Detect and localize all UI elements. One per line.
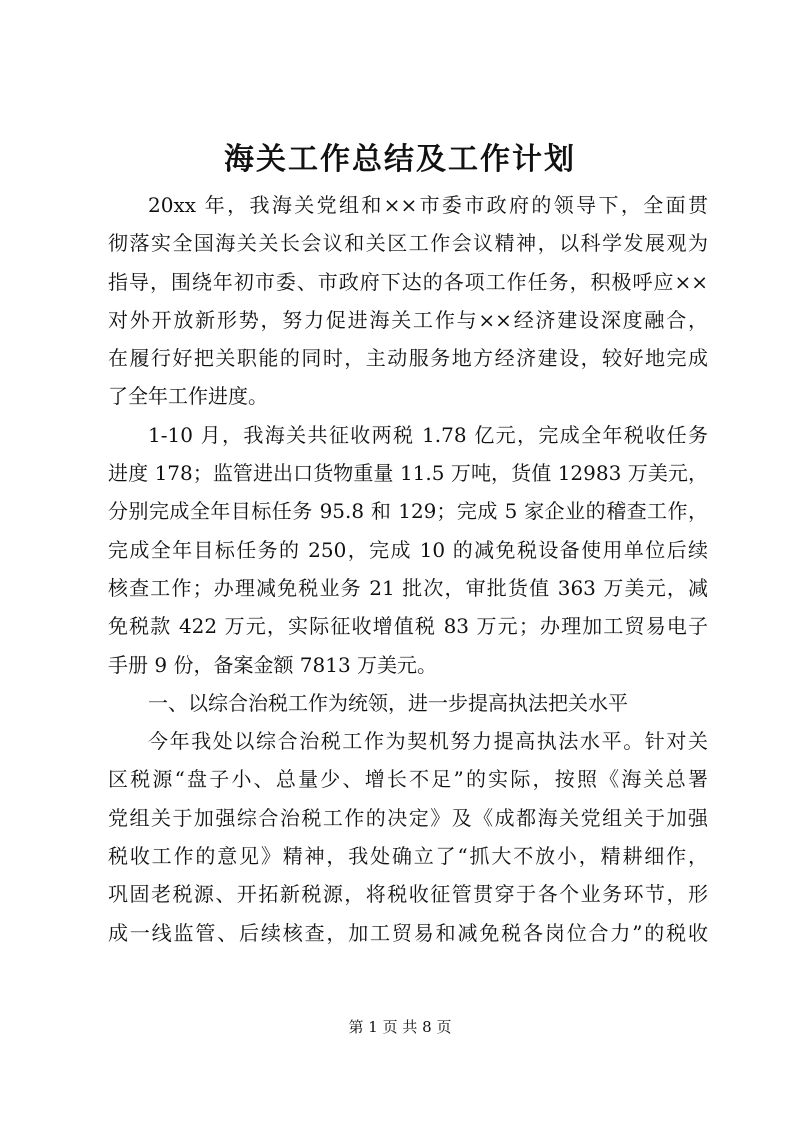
paragraph-line: 免税款 422 万元，实际征收增值税 83 万元；办理加工贸易电子 (108, 614, 708, 639)
section-heading: 一、以综合治税工作为统领，进一步提高执法把关水平 (148, 690, 628, 715)
document-body (108, 186, 708, 952)
document-title: 海关工作总结及工作计划 (224, 142, 576, 177)
paragraph-line: 进度 178；监管进出口货物重量 11.5 万吨，货值 12983 万美元， (108, 461, 708, 486)
paragraph-line: 分别完成全年目标任务 95.8 和 129；完成 5 家企业的稽查工作， (108, 499, 708, 524)
paragraph-line: 彻落实全国海关关长会议和关区工作会议精神，以科学发展观为 (108, 231, 708, 256)
paragraph-line: 今年我处以综合治税工作为契机努力提高执法水平。针对关 (148, 729, 708, 754)
page-number: 第 1 页 共 8 页 (348, 1018, 452, 1036)
paragraph-line: 成一线监管、后续核查，加工贸易和减免税各岗位合力”的税收 (108, 920, 708, 945)
paragraph-line: 党组关于加强综合治税工作的决定》及《成都海关党组关于加强 (108, 805, 708, 830)
paragraph-line: 在履行好把关职能的同时，主动服务地方经济建设，较好地完成 (108, 346, 708, 371)
paragraph-line: 对外开放新形势，努力促进海关工作与××经济建设深度融合， (108, 307, 708, 332)
paragraph-line: 了全年工作进度。 (108, 384, 268, 409)
paragraph-line: 区税源“盘子小、总量少、增长不足”的实际，按照《海关总署 (108, 767, 708, 792)
paragraph-line: 20xx 年，我海关党组和××市委市政府的领导下，全面贯 (148, 193, 708, 217)
paragraph-line: 1-10 月，我海关共征收两税 1.78 亿元，完成全年税收任务 (148, 422, 708, 447)
paragraph-line: 核查工作；办理减免税业务 21 批次，审批货值 363 万美元，减 (108, 575, 708, 600)
paragraph-line: 完成全年目标任务的 250，完成 10 的减免税设备使用单位后续 (108, 537, 708, 562)
paragraph-line: 巩固老税源、开拓新税源，将税收征管贯穿于各个业务环节，形 (108, 882, 708, 907)
paragraph-line: 手册 9 份，备案金额 7813 万美元。 (108, 652, 438, 677)
paragraph-line: 税收工作的意见》精神，我处确立了“抓大不放小，精耕细作， (108, 844, 708, 869)
paragraph-line: 指导，围绕年初市委、市政府下达的各项工作任务，积极呼应×× (108, 269, 708, 294)
